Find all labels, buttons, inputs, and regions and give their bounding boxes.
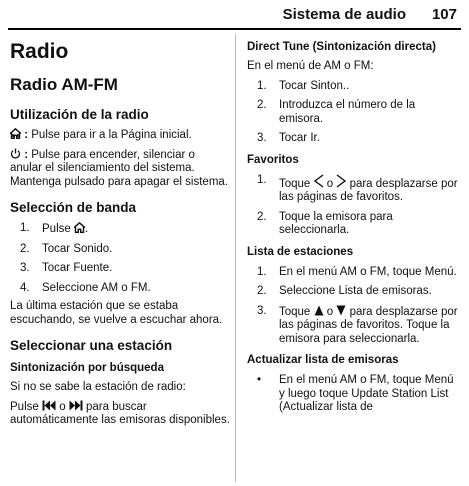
direct-heading: Direct Tune (Sintonización directa): [247, 41, 436, 53]
step-pre: Toque: [279, 177, 311, 190]
step-number: 2.: [257, 210, 267, 223]
favorites-steps: [247, 174, 462, 238]
step-post: para desplazarse por las páginas de favoritos. Toque la emisora para seleccionarla.: [279, 305, 458, 345]
step-text: Tocar Fuente.: [42, 262, 113, 274]
step-text: Tocar Ir.: [279, 132, 320, 144]
step-text: Tocar Sonido.: [42, 242, 113, 255]
step-number: 4.: [20, 281, 30, 294]
section-subtitle: Radio AM-FM: [10, 75, 118, 94]
seek-paragraph: [10, 400, 230, 428]
home-label: :: [24, 129, 29, 141]
favorites-heading: Favoritos: [247, 153, 299, 166]
band-note: La última estación que se estaba escuchando, se vuelve a escuchar ahora.: [10, 300, 223, 326]
step-text: Seleccione Lista de emisoras.: [279, 285, 432, 297]
list-item: [10, 262, 230, 276]
seek-post: para buscar automáticamente las emisoras disponibles.: [10, 400, 230, 426]
list-item: [247, 174, 462, 205]
step-number: 3.: [257, 304, 267, 317]
power-label: :: [24, 148, 29, 161]
station-list-heading: Lista de estaciones: [247, 245, 354, 258]
step-number: 1.: [20, 222, 30, 234]
step-number: 2.: [257, 285, 267, 297]
list-item: [247, 374, 462, 415]
seek-heading: Sintonización por búsqueda: [10, 362, 164, 374]
list-item: [10, 243, 230, 257]
list-item: [247, 305, 462, 347]
seek-forward-icon: [69, 400, 83, 413]
step-text: Tocar Sinton..: [279, 79, 350, 92]
chevron-left-icon: [314, 174, 324, 190]
power-icon: [10, 148, 21, 161]
step-or: o: [326, 177, 334, 190]
arrow-up-icon: [314, 305, 324, 318]
left-column: [10, 34, 230, 428]
list-item: [10, 282, 230, 296]
seek-pre: Pulse: [10, 400, 39, 413]
home-icon: [10, 128, 21, 141]
direct-steps: [247, 80, 462, 146]
step-text: Toque la emisora para seleccionarla.: [279, 210, 393, 236]
step-text: Seleccione AM o FM.: [42, 281, 151, 294]
step-number: 3.: [257, 132, 267, 144]
list-item: [247, 80, 462, 94]
power-text: Pulse para encender, silenciar o anular el silenciamiento del sistema. Mantenga pulsado para apagar el sistema.: [10, 148, 229, 188]
update-heading: Actualizar lista de emisoras: [247, 354, 399, 366]
step-text: En el menú AM o FM, toque Menú.: [279, 265, 457, 278]
step-text: En el menú AM o FM, toque Menú y luego toque Update Station List (Actualizar lista de: [279, 374, 454, 413]
step-number: 3.: [20, 262, 30, 274]
list-item: [247, 266, 462, 280]
step-number: 2.: [20, 242, 30, 255]
update-list: [247, 374, 462, 415]
page-number: 107: [431, 6, 457, 23]
step-number: 1.: [257, 265, 267, 278]
step-text: Pulse: [42, 223, 71, 235]
list-item: [247, 285, 462, 299]
step-pre: Toque: [279, 305, 311, 318]
step-post: para desplazarse por las páginas de favoritos.: [279, 177, 458, 203]
use-heading: Utilización de la radio: [10, 107, 149, 122]
step-text-end: .: [84, 223, 89, 235]
section-title: Sistema de audio: [282, 6, 406, 23]
direct-intro: En el menú de AM o FM:: [247, 60, 374, 72]
home-paragraph: [10, 128, 230, 143]
step-number: 2.: [257, 99, 267, 111]
header-rule: [8, 28, 461, 30]
home-text: Pulse para ir a la Página inicial.: [31, 129, 192, 141]
station-list-steps: [247, 266, 462, 347]
band-steps: [10, 222, 230, 295]
page-title: Radio: [10, 40, 69, 63]
step-number: 1.: [257, 173, 267, 186]
station-heading: Seleccionar una estación: [10, 338, 173, 353]
step-text: Introduzca el número de la emisora.: [279, 99, 416, 125]
arrow-down-icon: [336, 305, 346, 318]
step-number: 1.: [257, 79, 267, 92]
list-item: [247, 211, 462, 238]
home-icon: [74, 222, 85, 235]
seek-intro: Si no se sabe la estación de radio:: [10, 381, 186, 393]
band-heading: Selección de banda: [10, 200, 137, 215]
seek-or: o: [59, 400, 66, 413]
list-item: [247, 99, 462, 126]
power-paragraph: [10, 148, 230, 190]
list-item: [247, 132, 462, 146]
seek-back-icon: [42, 400, 56, 413]
bullet: •: [257, 374, 262, 386]
step-or: o: [326, 305, 334, 318]
column-divider: [235, 34, 236, 482]
right-column: [247, 34, 462, 415]
page-header: [0, 0, 469, 30]
chevron-right-icon: [336, 174, 346, 190]
list-item: [10, 222, 230, 237]
